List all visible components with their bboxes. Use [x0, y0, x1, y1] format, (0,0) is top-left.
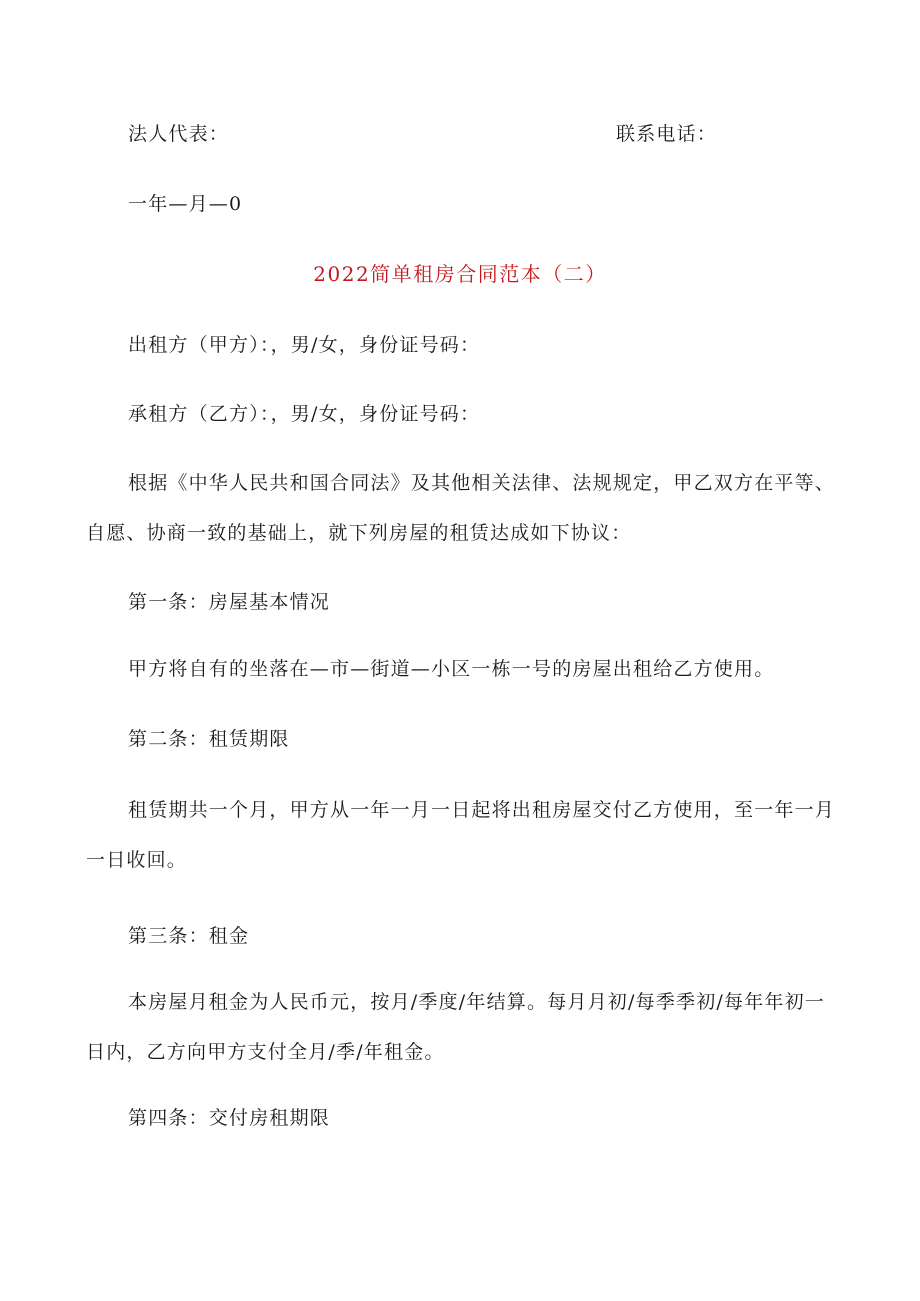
article-4-heading: 第四条：交付房租期限: [128, 1107, 331, 1129]
lessor-line: 出租方（甲方）：，男/女，身份证号码：: [128, 334, 481, 356]
article-2-text-line-2: 一日收回。: [86, 849, 188, 871]
contact-phone-label: 联系电话：: [616, 123, 718, 145]
article-3-text-line-2: 日内，乙方向甲方支付全月/季/年租金。: [86, 1041, 445, 1063]
article-3-text-line-1: 本房屋月租金为人民币元，按月/季度/年结算。每月月初/每季季初/每年年初一: [128, 991, 826, 1013]
article-2-text-line-1: 租赁期共一个月，甲方从一年一月一日起将出租房屋交付乙方使用，至一年一月: [128, 799, 836, 821]
intro-line-1: 根据《中华人民共和国合同法》及其他相关法律、法规规定，甲乙双方在平等、: [128, 472, 836, 494]
legal-rep-label: 法人代表：: [128, 123, 230, 145]
article-3-heading: 第三条：租金: [128, 925, 250, 947]
document-title: 2022简单租房合同范本（二）: [313, 262, 607, 286]
article-1-heading: 第一条：房屋基本情况: [128, 591, 331, 613]
intro-line-2: 自愿、协商一致的基础上，就下列房屋的租赁达成如下协议：: [86, 522, 632, 544]
date-line: 一年—月—0: [128, 193, 243, 215]
article-2-heading: 第二条：租赁期限: [128, 728, 290, 750]
article-1-text: 甲方将自有的坐落在—市—街道—小区一栋一号的房屋出租给乙方使用。: [128, 658, 775, 680]
lessee-line: 承租方（乙方）：，男/女，身份证号码：: [128, 403, 481, 425]
